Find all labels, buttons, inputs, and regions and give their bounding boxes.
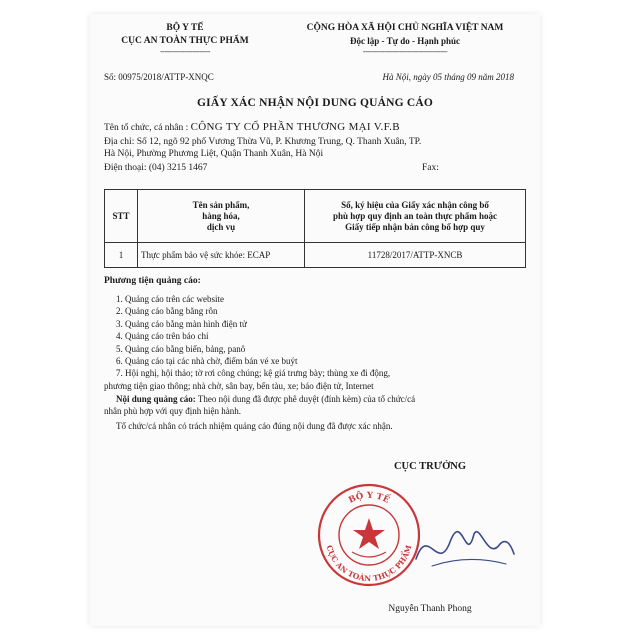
list-item: 1. Quảng cáo trên các website bbox=[116, 294, 224, 304]
product-header-line: dịch vụ bbox=[206, 221, 236, 232]
phone-number: Điện thoại: (04) 3215 1467 bbox=[104, 163, 208, 173]
certificate-header-line: phù hợp quy định an toàn thực phẩm hoặc bbox=[333, 210, 497, 221]
signer-name: Nguyễn Thanh Phong bbox=[388, 604, 472, 614]
issuer-block bbox=[90, 22, 280, 56]
document-page bbox=[90, 14, 540, 626]
motto-divider: --------------------------------------- bbox=[362, 47, 448, 56]
content-text-2: nhân phù hợp với quy định hiện hành. bbox=[104, 406, 242, 416]
handwritten-signature bbox=[408, 514, 518, 584]
signer-title: CỤC TRƯỞNG bbox=[393, 461, 467, 472]
list-item: 3. Quảng cáo bằng màn hình điện tử bbox=[116, 318, 247, 329]
content-label: Nội dung quảng cáo: bbox=[116, 394, 196, 404]
signature-stroke bbox=[416, 532, 514, 559]
product-header-line: hàng hóa, bbox=[202, 210, 240, 221]
ministry-name: BỘ Y TẾ bbox=[166, 23, 204, 33]
table-row bbox=[105, 243, 526, 268]
seal-star-icon bbox=[353, 518, 385, 549]
product-header bbox=[138, 190, 305, 243]
document-title: GIẤY XÁC NHẬN NỘI DUNG QUẢNG CÁO bbox=[197, 97, 433, 109]
content-text-1: Theo nội dung đã được phê duyệt (đính kèm) của tổ chức/cá bbox=[195, 394, 416, 404]
seal-ring-text: CỤC AN TOÀN THỰC PHẨM bbox=[324, 544, 414, 584]
row-stt: 1 bbox=[105, 243, 138, 268]
list-item: 5. Quảng cáo bằng biển, bảng, panô bbox=[116, 343, 246, 354]
country-name: CỘNG HÒA XÃ HỘI CHỦ NGHĨA VIỆT NAM bbox=[306, 23, 504, 33]
seal-emblem-arc bbox=[352, 552, 386, 557]
row-product: Thực phẩm bảo vệ sức khỏe: ECAP bbox=[138, 243, 305, 268]
row-certificate: 11728/2017/ATTP-XNCB bbox=[305, 243, 526, 268]
organization-line bbox=[104, 121, 400, 134]
address-line-2: Hà Nội, Phường Phương Liệt, Quận Thanh Xuân, Hà Nội bbox=[104, 149, 324, 159]
national-motto: Độc lập - Tự do - Hạnh phúc bbox=[349, 36, 460, 46]
certificate-header-line: Số, ký hiệu của Giấy xác nhận công bố bbox=[341, 199, 489, 210]
address-line-1: Địa chỉ: Số 12, ngõ 92 phố Vương Thừa Vũ, P. Khương Trung, Q. Thanh Xuân, TP. bbox=[104, 137, 422, 147]
media-list bbox=[116, 293, 526, 380]
signature-underline bbox=[432, 559, 506, 566]
media-continuation: phương tiện giao thông; nhà chờ, sân bay, bến tàu, xe; báo điện tử, Internet bbox=[104, 381, 374, 391]
document-date: Hà Nội, ngày 05 tháng 09 năm 2018 bbox=[382, 72, 514, 82]
stt-header: STT bbox=[105, 190, 138, 243]
responsibility-statement: Tổ chức/cá nhân có trách nhiệm quảng cáo đúng nội dung đã được xác nhận. bbox=[116, 421, 393, 431]
certificate-header-line: Giấy tiếp nhận bản công bố hợp quy bbox=[345, 221, 485, 232]
list-item: 7. Hội nghị, hội thảo; tờ rơi công chúng; kệ giá trưng bày; thùng xe đi động, bbox=[116, 368, 391, 379]
product-header-line: Tên sản phẩm, bbox=[192, 199, 250, 210]
certificate-header bbox=[305, 190, 526, 243]
table-header-row bbox=[105, 190, 526, 243]
department-name: CỤC AN TOÀN THỰC PHẨM bbox=[121, 36, 249, 46]
organization-label: Tên tổ chức, cá nhân : bbox=[104, 123, 189, 133]
content-paragraph bbox=[104, 393, 524, 405]
product-table bbox=[104, 189, 526, 268]
organization-name: CÔNG TY CỔ PHẦN THƯƠNG MẠI V.F.B bbox=[190, 121, 400, 133]
contact-line bbox=[104, 162, 526, 174]
document-number: Số: 00975/2018/ATTP-XNQC bbox=[104, 72, 214, 82]
fax-label: Fax: bbox=[422, 163, 439, 173]
list-item: 6. Quảng cáo tại các nhà chờ, điểm bán vé xe buýt bbox=[116, 356, 298, 367]
seal-top-text: BỘ Y TẾ bbox=[347, 490, 391, 506]
issuer-divider: ----------------------- bbox=[160, 47, 210, 56]
list-item: 2. Quảng cáo bằng băng rôn bbox=[116, 306, 218, 317]
list-item: 4. Quảng cáo trên báo chí bbox=[116, 331, 209, 342]
media-section-title: Phương tiện quảng cáo: bbox=[104, 276, 201, 286]
national-header bbox=[270, 22, 540, 56]
